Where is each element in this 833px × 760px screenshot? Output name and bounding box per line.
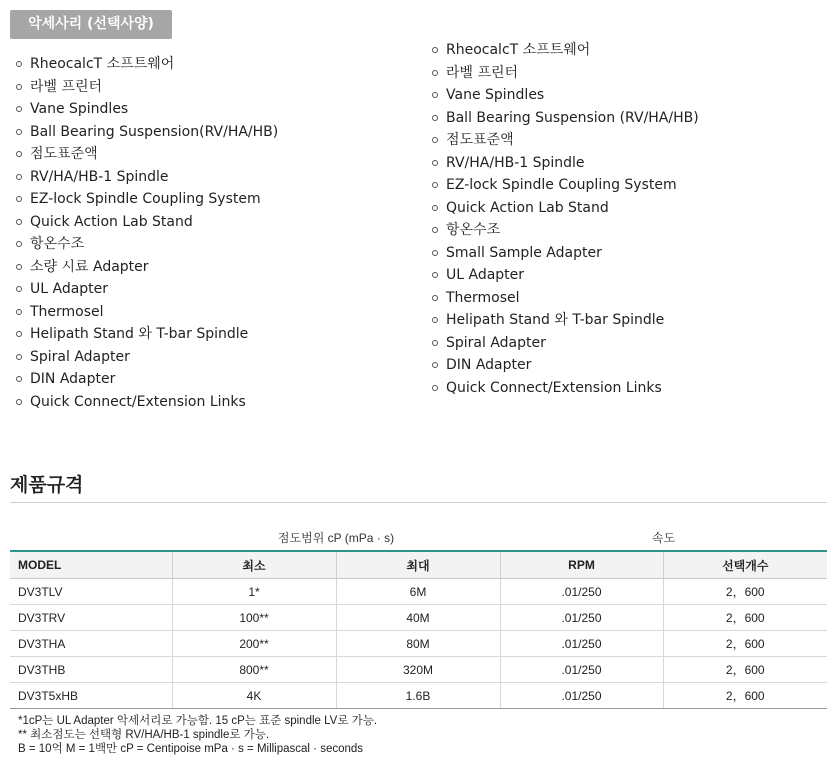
col-rpm: RPM xyxy=(500,551,663,579)
table-row xyxy=(10,683,827,709)
table-row xyxy=(10,631,827,657)
bullet-circle-icon xyxy=(432,272,438,278)
bullet-circle-icon xyxy=(432,227,438,233)
bullet-circle-icon xyxy=(16,61,22,67)
cell-model: DV3THA xyxy=(10,631,172,657)
bullet-circle-icon xyxy=(432,205,438,211)
table-group-header xyxy=(10,524,827,551)
bullet-circle-icon xyxy=(16,399,22,405)
list-item: 라벨 프린터 xyxy=(14,76,414,99)
bullet-circle-icon xyxy=(16,106,22,112)
spec-table xyxy=(10,524,827,709)
bullet-circle-icon xyxy=(16,286,22,292)
list-item: Vane Spindles xyxy=(430,84,830,107)
bullet-circle-icon xyxy=(16,376,22,382)
viscosity-range-header: 점도범위 cP (mPa · s) xyxy=(277,530,395,545)
bullet-circle-icon xyxy=(432,137,438,143)
bullet-circle-icon xyxy=(432,362,438,368)
list-item: Helipath Stand 와 T-bar Spindle xyxy=(430,309,830,332)
note-line: ** 최소점도는 선택형 RV/HA/HB-1 spindle로 가능. xyxy=(18,729,270,741)
bullet-circle-icon xyxy=(16,129,22,135)
spec-notes xyxy=(18,714,377,756)
list-item: 라벨 프린터 xyxy=(430,62,830,85)
list-item: Spiral Adapter xyxy=(430,332,830,355)
list-item: Helipath Stand 와 T-bar Spindle xyxy=(14,323,414,346)
bullet-circle-icon xyxy=(432,92,438,98)
bullet-circle-icon xyxy=(16,241,22,247)
list-item: Vane Spindles xyxy=(14,98,414,121)
cell-max: 1.6B xyxy=(336,683,500,709)
cell-min: 100** xyxy=(172,605,336,631)
col-count: 선택개수 xyxy=(663,551,827,579)
accessories-badge: 악세사리 (선택사양) xyxy=(10,10,172,39)
cell-min: 200** xyxy=(172,631,336,657)
cell-count: 2，600 xyxy=(663,605,827,631)
bullet-circle-icon xyxy=(432,250,438,256)
cell-max: 6M xyxy=(336,579,500,605)
bullet-circle-icon xyxy=(432,295,438,301)
cell-count: 2，600 xyxy=(663,631,827,657)
list-item: Quick Connect/Extension Links xyxy=(14,391,414,414)
bullet-circle-icon xyxy=(16,309,22,315)
list-item: 항온수조 xyxy=(14,233,414,256)
bullet-circle-icon xyxy=(16,354,22,360)
bullet-circle-icon xyxy=(432,340,438,346)
note-line: B = 10억 M = 1백만 cP = Centipoise mPa · s = Millipascal · seconds xyxy=(18,743,364,755)
col-max: 최대 xyxy=(336,551,500,579)
cell-count: 2，600 xyxy=(663,657,827,683)
list-item: Quick Connect/Extension Links xyxy=(430,377,830,400)
cell-min: 1* xyxy=(172,579,336,605)
bullet-circle-icon xyxy=(432,70,438,76)
col-min: 최소 xyxy=(172,551,336,579)
cell-rpm: .01/250 xyxy=(500,631,663,657)
list-item: Quick Action Lab Stand xyxy=(430,197,830,220)
list-item: 점도표준액 xyxy=(14,143,414,166)
bullet-circle-icon xyxy=(432,182,438,188)
speed-header: 속도 xyxy=(651,530,676,545)
list-item: 소량 시료 Adapter xyxy=(14,256,414,279)
cell-count: 2，600 xyxy=(663,683,827,709)
cell-max: 80M xyxy=(336,631,500,657)
bullet-circle-icon xyxy=(432,385,438,391)
list-item: Small Sample Adapter xyxy=(430,242,830,265)
list-item: EZ-lock Spindle Coupling System xyxy=(14,188,414,211)
bullet-circle-icon xyxy=(16,84,22,90)
cell-model: DV3T5xHB xyxy=(10,683,172,709)
list-item: UL Adapter xyxy=(430,264,830,287)
bullet-circle-icon xyxy=(432,115,438,121)
bullet-circle-icon xyxy=(432,160,438,166)
list-item: Ball Bearing Suspension (RV/HA/HB) xyxy=(430,107,830,130)
cell-min: 4K xyxy=(172,683,336,709)
cell-max: 40M xyxy=(336,605,500,631)
table-row xyxy=(10,579,827,605)
list-item: Thermosel xyxy=(14,301,414,324)
list-item: RheocalcT 소프트웨어 xyxy=(14,53,414,76)
cell-model: DV3THB xyxy=(10,657,172,683)
list-item: Thermosel xyxy=(430,287,830,310)
cell-min: 800** xyxy=(172,657,336,683)
cell-model: DV3TLV xyxy=(10,579,172,605)
cell-rpm: .01/250 xyxy=(500,683,663,709)
list-item: EZ-lock Spindle Coupling System xyxy=(430,174,830,197)
list-item: Spiral Adapter xyxy=(14,346,414,369)
list-item: 점도표준액 xyxy=(430,129,830,152)
bullet-circle-icon xyxy=(432,317,438,323)
cell-rpm: .01/250 xyxy=(500,605,663,631)
list-item: 항온수조 xyxy=(430,219,830,242)
list-item: Quick Action Lab Stand xyxy=(14,211,414,234)
cell-rpm: .01/250 xyxy=(500,657,663,683)
col-model: MODEL xyxy=(10,551,172,579)
cell-rpm: .01/250 xyxy=(500,579,663,605)
cell-model: DV3TRV xyxy=(10,605,172,631)
list-item: RV/HA/HB-1 Spindle xyxy=(14,166,414,189)
spec-title: 제품규격 xyxy=(10,474,84,496)
bullet-circle-icon xyxy=(16,331,22,337)
accessory-list-right xyxy=(430,39,830,399)
list-item: RV/HA/HB-1 Spindle xyxy=(430,152,830,175)
list-item: UL Adapter xyxy=(14,278,414,301)
note-line: *1cP는 UL Adapter 악세서리로 가능함. 15 cP는 표준 spindle LV로 가능. xyxy=(18,715,378,727)
bullet-circle-icon xyxy=(16,174,22,180)
table-column-header xyxy=(10,551,827,579)
bullet-circle-icon xyxy=(16,196,22,202)
table-row xyxy=(10,657,827,683)
list-item: DIN Adapter xyxy=(430,354,830,377)
list-item: RheocalcT 소프트웨어 xyxy=(430,39,830,62)
table-row xyxy=(10,605,827,631)
cell-max: 320M xyxy=(336,657,500,683)
bullet-circle-icon xyxy=(16,219,22,225)
bullet-circle-icon xyxy=(16,151,22,157)
accessory-list-left xyxy=(14,53,414,413)
bullet-circle-icon xyxy=(432,47,438,53)
list-item: Ball Bearing Suspension(RV/HA/HB) xyxy=(14,121,414,144)
list-item: DIN Adapter xyxy=(14,368,414,391)
section-divider xyxy=(10,502,827,503)
cell-count: 2，600 xyxy=(663,579,827,605)
bullet-circle-icon xyxy=(16,264,22,270)
